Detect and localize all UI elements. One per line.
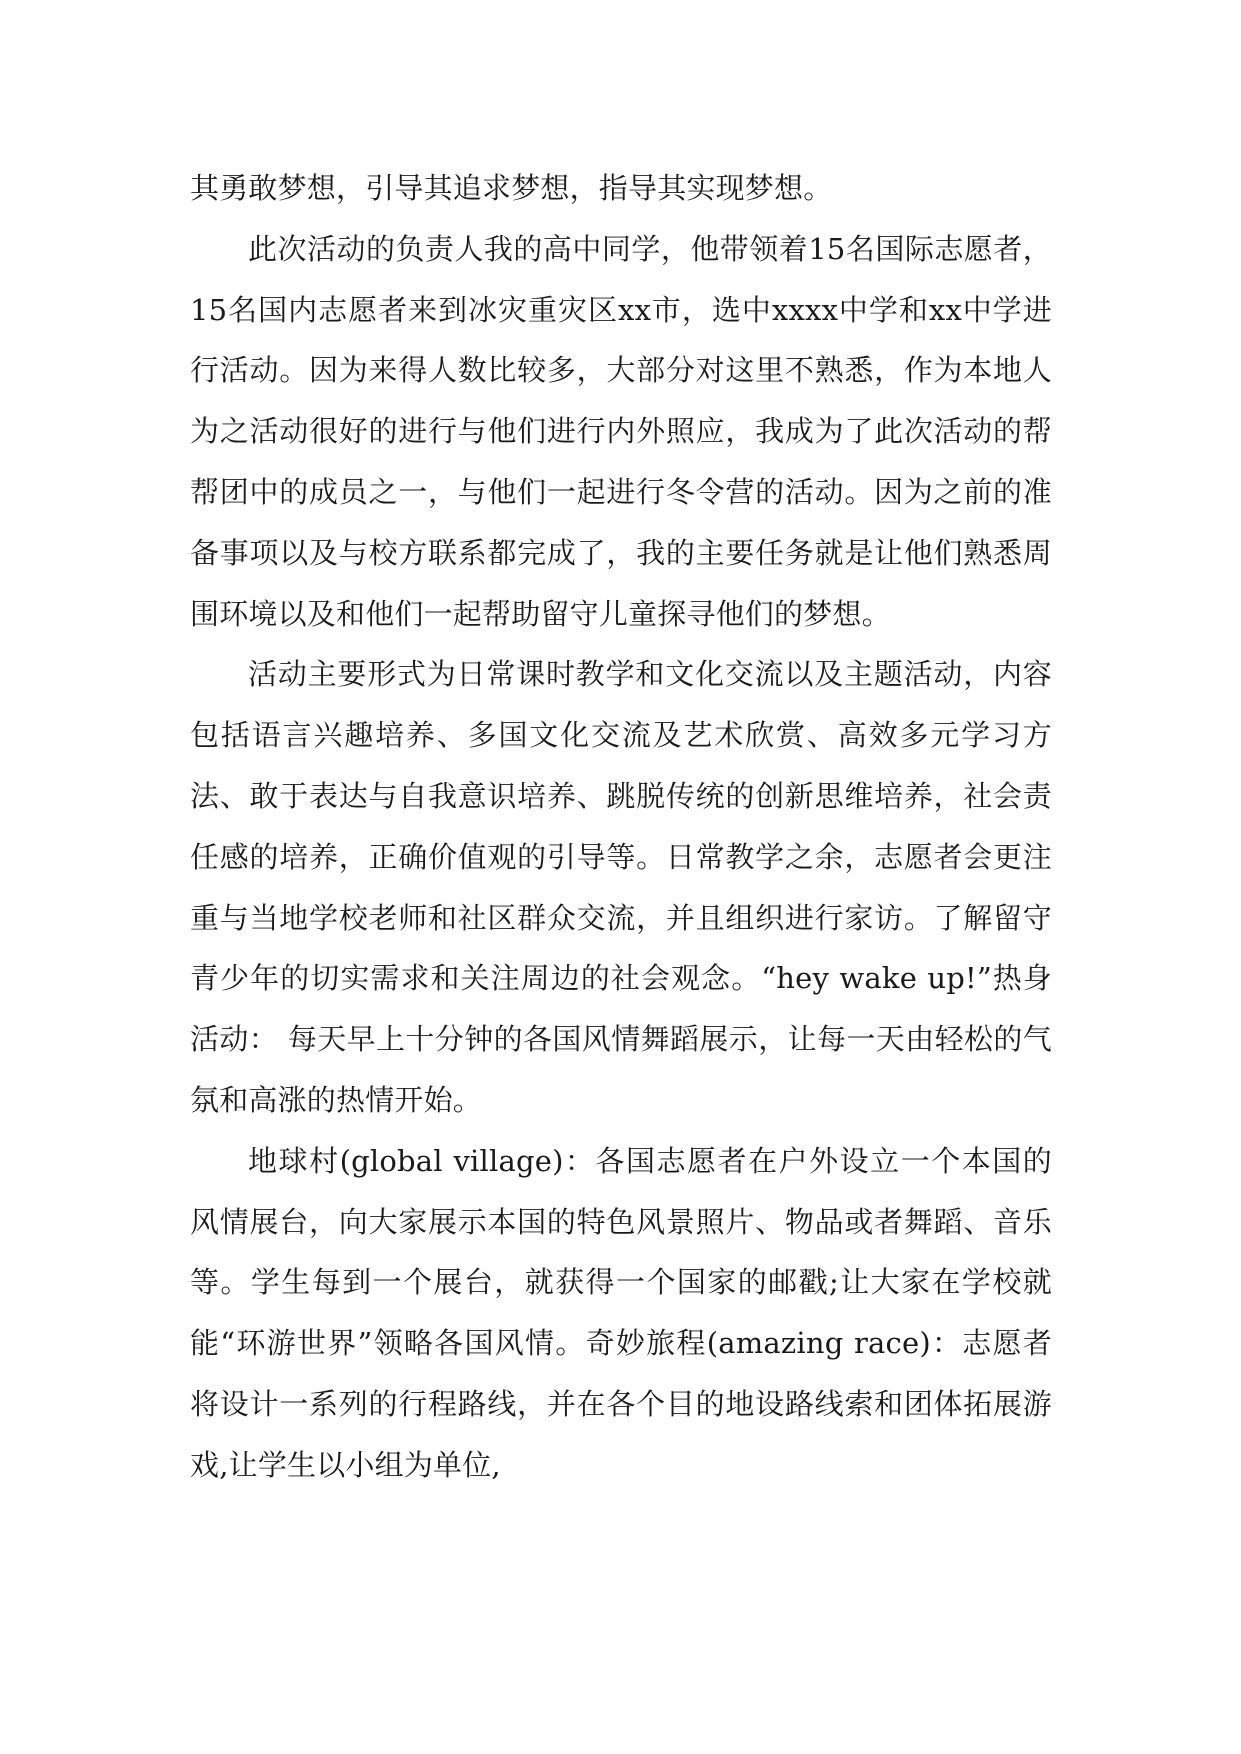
paragraph-3: 活动主要形式为日常课时教学和文化交流以及主题活动，内容包括语言兴趣培养、多国文化交流及艺术欣赏、高效多元学习方法、敢于表达与自我意识培养、跳脱传统的创新思维培养，社会责任感的培养，正确价值观的引导等。日常教学之余，志愿者会更注重与当地学校老师和社区群众交流，并且组织进行家访。了解留守青少年的切实需求和关注周边的社会观念。“hey wake up!”热身活动： 每天早上十分钟的各国风情舞蹈展示，让每一天由轻松的气氛和高涨的热情开始。 <box>190 657 1052 1117</box>
paragraph-1: 其勇敢梦想，引导其追求梦想，指导其实现梦想。 <box>190 171 833 205</box>
document-body <box>190 158 1052 1496</box>
paragraph-4: 地球村(global village)：各国志愿者在户外设立一个本国的风情展台，向大家展示本国的特色风景照片、物品或者舞蹈、音乐等。学生每到一个展台，就获得一个国家的邮戳;让大家在学校就能“环游世界”领略各国风情。奇妙旅程(amazing race)：志愿者将设计一系列的行程路线，并在各个目的地设路线索和团体拓展游戏,让学生以小组为单位, <box>190 1143 1052 1482</box>
paragraph-2: 此次活动的负责人我的高中同学，他带领着15名国际志愿者，15名国内志愿者来到冰灾重灾区xx市，选中xxxx中学和xx中学进行活动。因为来得人数比较多，大部分对这里不熟悉，作为本地人为之活动很好的进行与他们进行内外照应，我成为了此次活动的帮帮团中的成员之一，与他们一起进行冬令营的活动。因为之前的准备事项以及与校方联系都完成了，我的主要任务就是让他们熟悉周围环境以及和他们一起帮助留守儿童探寻他们的梦想。 <box>190 231 1052 631</box>
